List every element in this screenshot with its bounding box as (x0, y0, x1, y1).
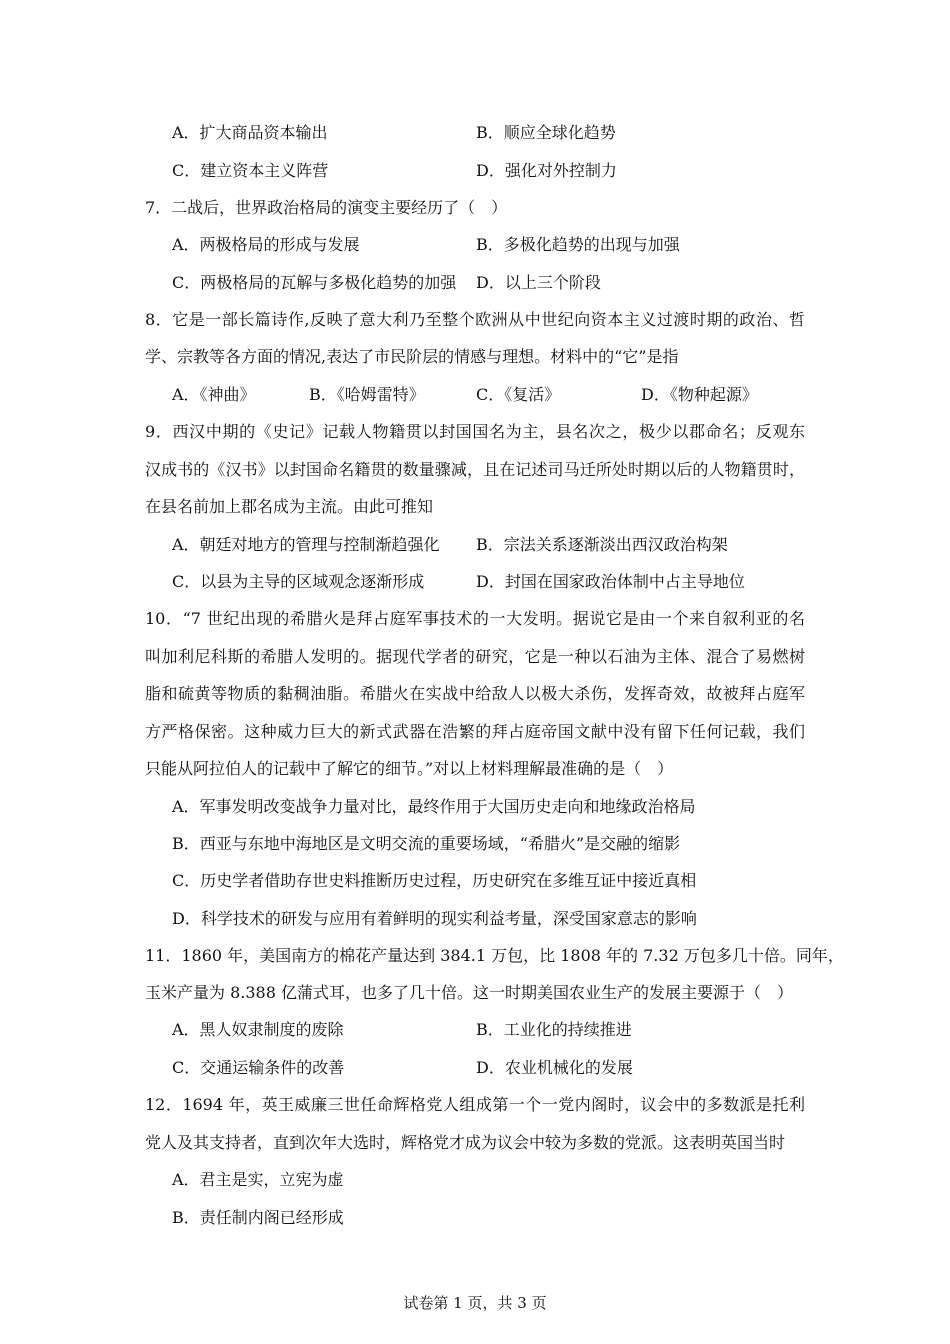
q12-option-b: B．责任制内阁已经形成 (172, 1208, 344, 1227)
q11-stem-line: 11．1860 年，美国南方的棉花产量达到 384.1 万包，比 1808 年的 7.32 万包多几十倍。同年， (145, 946, 844, 965)
q7-stem: 7．二战后，世界政治格局的演变主要经历了（ ） (145, 198, 508, 217)
q10-option-a: A．军事发明改变战争力量对比，最终作用于大国历史走向和地缘政治格局 (172, 797, 696, 816)
q10-option-c: C．历史学者借助存世史料推断历史过程，历史研究在多维互证中接近真相 (172, 871, 697, 890)
q10-stem-line: 方严格保密。这种威力巨大的新式武器在浩繁的拜占庭帝国文献中没有留下任何记载，我们 (145, 722, 805, 741)
q10-option-b: B．西亚与东地中海地区是文明交流的重要场域，“希腊火”是交融的缩影 (172, 834, 681, 853)
q8-stem-line: 学、宗教等各方面的情况,表达了市民阶层的情感与理想。材料中的“它”是指 (145, 347, 679, 366)
q7-option-d: D．以上三个阶段 (476, 273, 601, 292)
q11-option-b: B．工业化的持续推进 (476, 1020, 632, 1039)
q7-option-a: A．两极格局的形成与发展 (172, 235, 360, 254)
q9-option-c: C．以县为主导的区域观念逐渐形成 (172, 572, 425, 591)
q8-stem-line: 8．它是一部长篇诗作,反映了意大利乃至整个欧洲从中世纪向资本主义过渡时期的政治、哲 (145, 310, 805, 329)
q10-stem-line: 脂和硫黄等物质的黏稠油脂。希腊火在实战中给敌人以极大杀伤，发挥奇效，故被拜占庭军 (145, 684, 805, 703)
page-footer: 试卷第 1 页，共 3 页 (403, 1294, 547, 1312)
q9-option-d: D．封国在国家政治体制中占主导地位 (476, 572, 745, 591)
q6-option-c: C．建立资本主义阵营 (172, 161, 329, 180)
q6-option-a: A．扩大商品资本输出 (172, 123, 328, 142)
q12-option-a: A．君主是实，立宪为虚 (172, 1170, 344, 1189)
q7-option-b: B．多极化趋势的出现与加强 (476, 235, 680, 254)
q9-stem-line: 汉成书的《汉书》以封国命名籍贯的数量骤减，且在记述司马迁所处时期以后的人物籍贯时， (145, 460, 805, 479)
q10-option-d: D．科学技术的研发与应用有着鲜明的现实利益考量，深受国家意志的影响 (172, 909, 697, 928)
q7-option-c: C．两极格局的瓦解与多极化趋势的加强 (172, 273, 457, 292)
q12-stem-line: 党人及其支持者，直到次年大选时，辉格党才成为议会中较为多数的党派。这表明英国当时 (145, 1133, 786, 1152)
q10-stem-line: 叫加利尼科斯的希腊人发明的。据现代学者的研究，它是一种以石油为主体、混合了易燃树 (145, 647, 805, 666)
q11-option-a: A．黑人奴隶制度的废除 (172, 1020, 344, 1039)
q6-option-d: D．强化对外控制力 (476, 161, 617, 180)
q8-option-a: A．《神曲》 (172, 385, 256, 404)
q10-stem-line: 只能从阿拉伯人的记载中了解它的细节。”对以上材料理解最准确的是（ ） (145, 759, 674, 778)
q11-option-d: D．农业机械化的发展 (476, 1058, 633, 1077)
q12-stem-line: 12．1694 年，英王威廉三世任命辉格党人组成第一个一党内阁时，议会中的多数派是托利 (145, 1095, 805, 1114)
q8-option-d: D．《物种起源》 (641, 385, 758, 404)
q11-stem-line: 玉米产量为 8.388 亿蒲式耳，也多了几十倍。这一时期美国农业生产的发展主要源于（ ） (145, 983, 793, 1002)
q9-option-a: A．朝廷对地方的管理与控制渐趋强化 (172, 535, 440, 554)
q11-option-c: C．交通运输条件的改善 (172, 1058, 345, 1077)
q9-stem-line: 9．西汉中期的《史记》记载人物籍贯以封国国名为主，县名次之，极少以郡命名；反观东 (145, 422, 805, 441)
q8-option-c: C．《复活》 (476, 385, 561, 404)
q10-stem-line: 10．“7 世纪出现的希腊火是拜占庭军事技术的一大发明。据说它是由一个来自叙利亚的名 (145, 609, 805, 628)
q8-option-b: B．《哈姆雷特》 (309, 385, 425, 404)
q9-option-b: B．宗法关系逐渐淡出西汉政治构架 (476, 535, 728, 554)
q6-option-b: B．顺应全球化趋势 (476, 123, 616, 142)
q9-stem-line: 在县名前加上郡名成为主流。由此可推知 (145, 497, 434, 516)
